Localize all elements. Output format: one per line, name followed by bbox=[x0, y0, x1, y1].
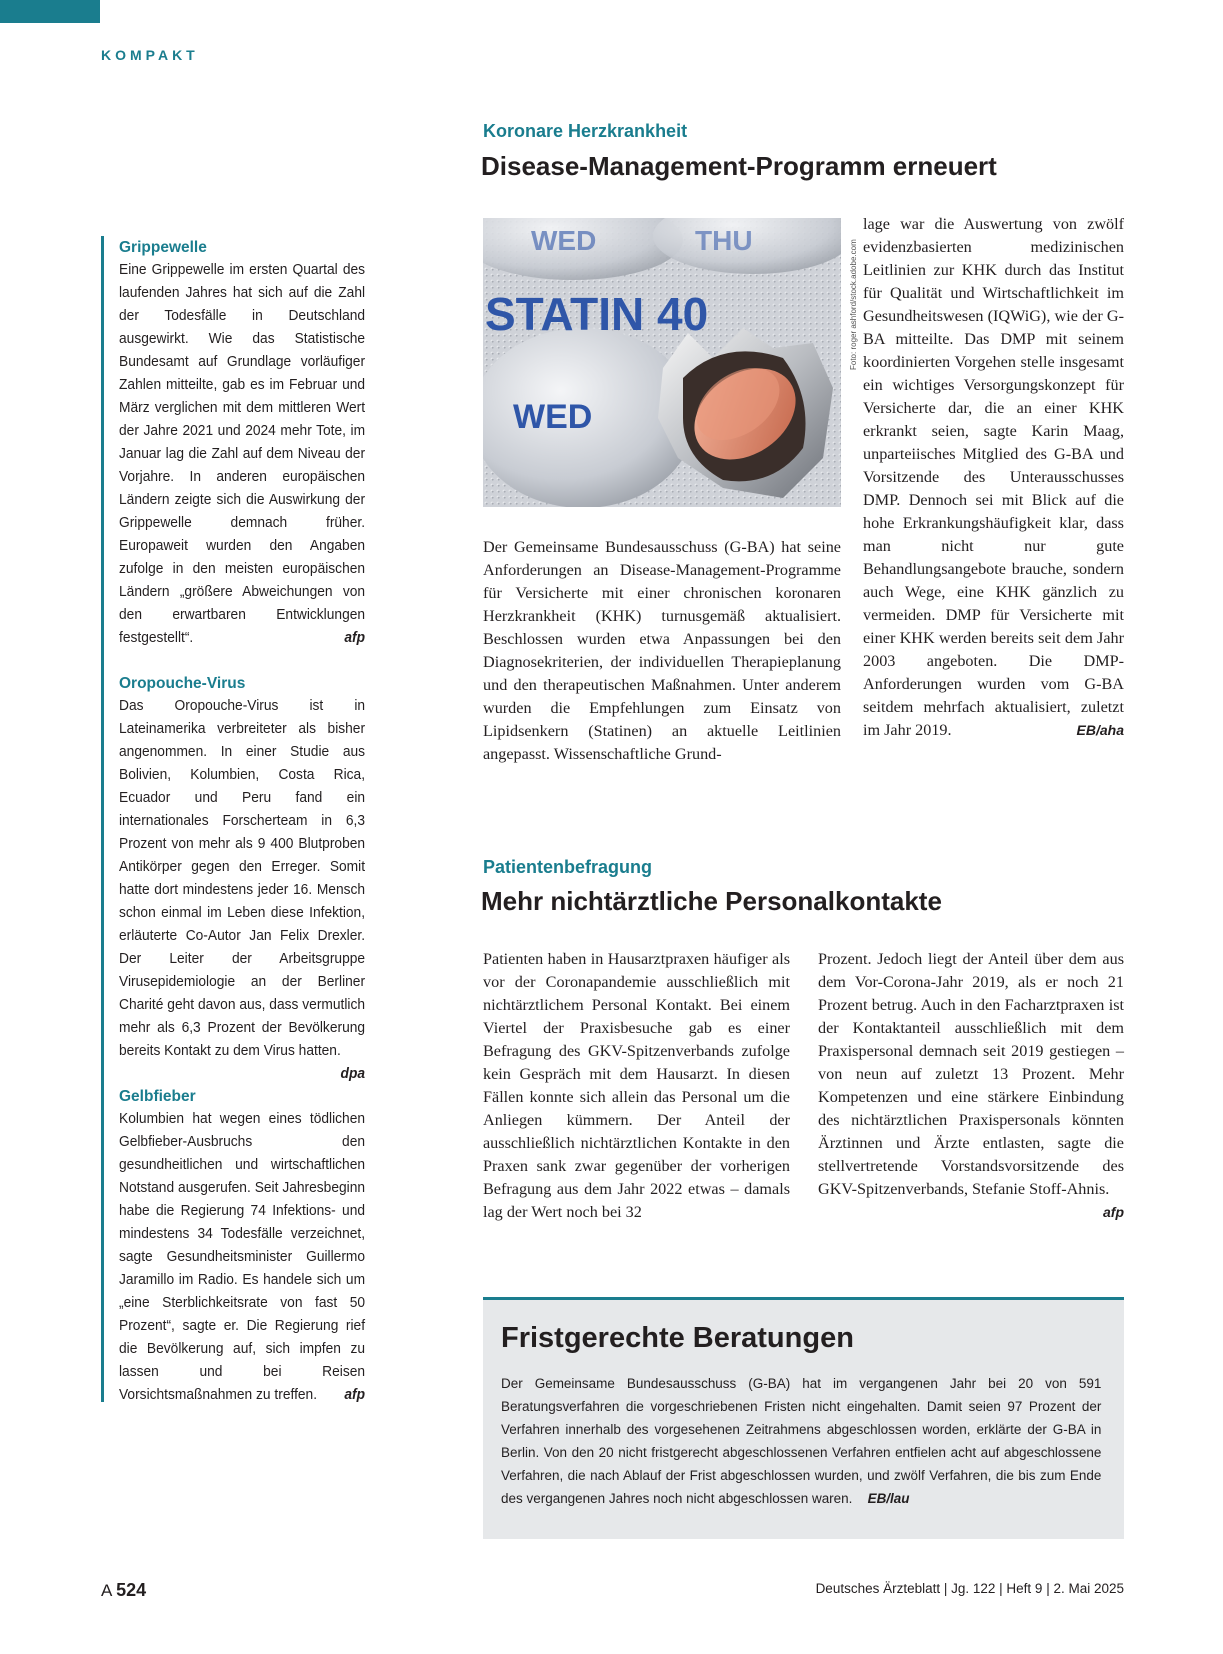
info-box-title: Fristgerechte Beratungen bbox=[501, 1322, 854, 1354]
sidebar-item-title: Grippewelle bbox=[119, 239, 207, 256]
author-tag: afp bbox=[344, 630, 366, 646]
author-tag: afp bbox=[1103, 1204, 1124, 1220]
sidebar-item-text: Eine Grippewelle im ersten Quartal des laufenden Jahres hat sich auf die Zahl der Todesfälle in Deutschland ausgewirkt. Wie das Statistische Bundesamt auf Grundlage vorläufiger Zahlen mitteilte, gab es im Februar und März verglichen mit dem mittleren Wert der Jahre 2021 und 2024 mehr Tote, im Januar lag die Zahl auf dem Niveau der Vorjahre. In anderen europäischen Ländern zeigte sich die Auswirkung der Grippewelle demnach früher. Europaweit wurden den Angaben zufolge in den meisten europäischen Ländern „größere Abweichungen von den erwartbaren Entwicklungen festgestellt“. afp bbox=[119, 259, 365, 650]
photo-label-wed-bottom: WED bbox=[513, 398, 593, 436]
sidebar-item-text: Das Oropouche-Virus ist in Lateinamerika verbreiteter als bisher angenommen. In einer Studie aus Bolivien, Kolumbien, Costa Rica, Ecuador und Peru fand ein internationales Forscherteam in 6,3 Prozent von mehr als 9 400 Blutproben Antikörper gegen den Erreger. Somit hatte dort mindestens jeder 16. Mensch schon einmal im Leben diese Infektion, erläuterte Co-Autor Jan Felix Drexler. Der Leiter der Arbeitsgruppe Virusepidemiologie an der Berliner Charité geht davon aus, dass vermutlich mehr als 6,3 Prozent der Bevölkerung bereits Kontakt zu dem Virus hatten. dpa bbox=[119, 695, 365, 1063]
section-tab bbox=[0, 0, 100, 23]
journal-info: Deutsches Ärzteblatt | Jg. 122 | Heft 9 | 2. Mai 2025 bbox=[815, 1581, 1124, 1596]
author-tag: afp bbox=[344, 1387, 366, 1403]
sidebar-item-oropouche bbox=[119, 672, 366, 1082]
photo-credit: Foto: roger ashford/stock.adobe.com bbox=[849, 239, 858, 370]
page-number: A 524 bbox=[101, 1580, 147, 1600]
sidebar-item-title: Gelbfieber bbox=[119, 1088, 196, 1105]
photo-label-wed-top: WED bbox=[531, 225, 597, 256]
photo-label-statin: STATIN 40 bbox=[485, 288, 709, 340]
article2-kicker: Patientenbefragung bbox=[483, 857, 653, 877]
sidebar bbox=[101, 236, 366, 1403]
article1-kicker: Koronare Herzkrankheit bbox=[483, 121, 688, 141]
article1-photo bbox=[483, 218, 841, 507]
section-label: KOMPAKT bbox=[101, 47, 199, 63]
author-tag: EB/aha bbox=[1076, 722, 1124, 738]
article2-column-2: Prozent. Jedoch liegt der Anteil über dem aus dem Vor-Corona-Jahr 2019, als er noch 21 Prozent betrug. Auch in den Facharztpraxen ist der Kontaktanteil ausschließlich mit dem Praxispersonal demnach seit 2019 gestiegen – von neun auf zuletzt 13 Prozent. Mehr Kompetenzen und eine stärkere Einbindung des nichtärztlichen Praxispersonals könnten Ärztinnen und Ärzte entlasten, sagte die stellvertretende Vorstandsvorsitzende des GKV-Spitzenverbands, Stefanie Stoff-Ahnis. afp bbox=[818, 948, 1124, 1224]
article2-column-1: Patienten haben in Hausarztpraxen häufiger als vor der Coronapandemie ausschließlich mit nichtärztlichem Personal Kontakt. Bei einem Viertel der Praxisbesuche gab es einer Befragung des GKV-Spitzenverbands zufolge kein Gespräch mit dem Hausarzt. In diesen Fällen konnte sich allein das Personal um die Anliegen kümmern. Der Anteil der ausschließlich nichtärztlichen Kontakte in den Praxen sank zwar gegenüber der vorherigen Befragung aus dem Jahr 2022 etwas – damals lag der Wert noch bei 32 bbox=[483, 950, 790, 1221]
sidebar-item-text: Kolumbien hat wegen eines tödlichen Gelbfieber-Ausbruchs den gesundheitlichen und wirtschaftlichen Notstand ausgerufen. Seit Jahresbeginn habe die Regierung 74 Infektions- und mindestens 34 Todesfälle verzeichnet, sagte Gesundheitsminister Guillermo Jaramillo im Radio. Es handele sich um „eine Sterblichkeitsrate von fast 50 Prozent“, sagte er. Die Regierung rief die Bevölkerung auf, sich impfen zu lassen und bei Reisen Vorsichtsmaßnahmen zu treffen. afp bbox=[119, 1108, 365, 1407]
sidebar-item-gelbfieber bbox=[119, 1085, 366, 1407]
article1-column-2: lage war die Auswertung von zwölf evidenzbasierten medizinischen Leitlinien zur KHK durch das Institut für Qualität und Wirtschaftlichkeit im Gesundheitswesen (IQWiG), wie der G-BA mitteilte. Das DMP mit seinem koordinierten Vorgehen stelle insgesamt ein wichtiges Versorgungskonzept für Versicherte dar, die an einer KHK erkrankt seien, sagte Karin Maag, unparteiisches Mitglied des G-BA und Vorsitzende des Unterausschusses DMP. Dennoch sei mit Blick auf die hohe Erkrankungshäufigkeit klar, dass man nicht nur gute Behandlungsangebote brauche, sondern auch Wege, eine KHK gänzlich zu vermeiden. DMP für Versicherte mit einer KHK werden bereits seit dem Jahr 2003 angeboten. Die DMP-Anforderungen wurden vom G-BA seitdem mehrfach aktualisiert, zuletzt im Jahr 2019. EB/aha bbox=[863, 213, 1124, 742]
author-tag: dpa bbox=[340, 1066, 366, 1082]
author-tag: EB/lau bbox=[867, 1491, 910, 1507]
photo-label-thu: THU bbox=[695, 225, 753, 256]
statin-blister-image bbox=[483, 218, 841, 507]
sidebar-item-grippewelle bbox=[119, 236, 366, 650]
article1-headline: Disease-Management-Programm erneuert bbox=[481, 151, 997, 181]
info-box bbox=[483, 1297, 1124, 1539]
info-box-text: Der Gemeinsame Bundesausschuss (G-BA) hat im vergangenen Jahr bei 20 von 591 Beratungsverfahren die vorgeschriebenen Fristen nicht eingehalten. Damit seien 97 Prozent der Verfahren innerhalb des vorgesehenen Zeitrahmens abgeschlossen worden, erklärte der G-BA in Berlin. Von den 20 nicht fristgerecht abgeschlossenen Verfahren entfielen acht auf abgeschlossene Verfahren, die nach Ablauf der Frist abgeschlossen wurden, und zwölf Verfahren, die bis zum Ende des vergangenen Jahres noch nicht abgeschlossen waren. EB/lau bbox=[501, 1376, 1102, 1507]
article2-headline: Mehr nichtärztliche Personalkontakte bbox=[481, 886, 942, 916]
sidebar-item-title: Oropouche-Virus bbox=[119, 675, 246, 692]
article1-column-1: Der Gemeinsame Bundesausschuss (G-BA) hat seine Anforderungen an Disease-Management-Programme für Versicherte mit einer chronischen koronaren Herzkrankheit (KHK) turnusgemäß aktualisiert. Beschlossen wurden etwa Anpassungen bei den Diagnosekriterien, der individuellen Therapieplanung und den therapeutischen Maßnahmen. Unter anderem wurden die Empfehlungen zum Einsatz von Lipidsenkern (Statinen) an aktuelle Leitlinien angepasst. Wissenschaftliche Grund- bbox=[483, 538, 841, 763]
